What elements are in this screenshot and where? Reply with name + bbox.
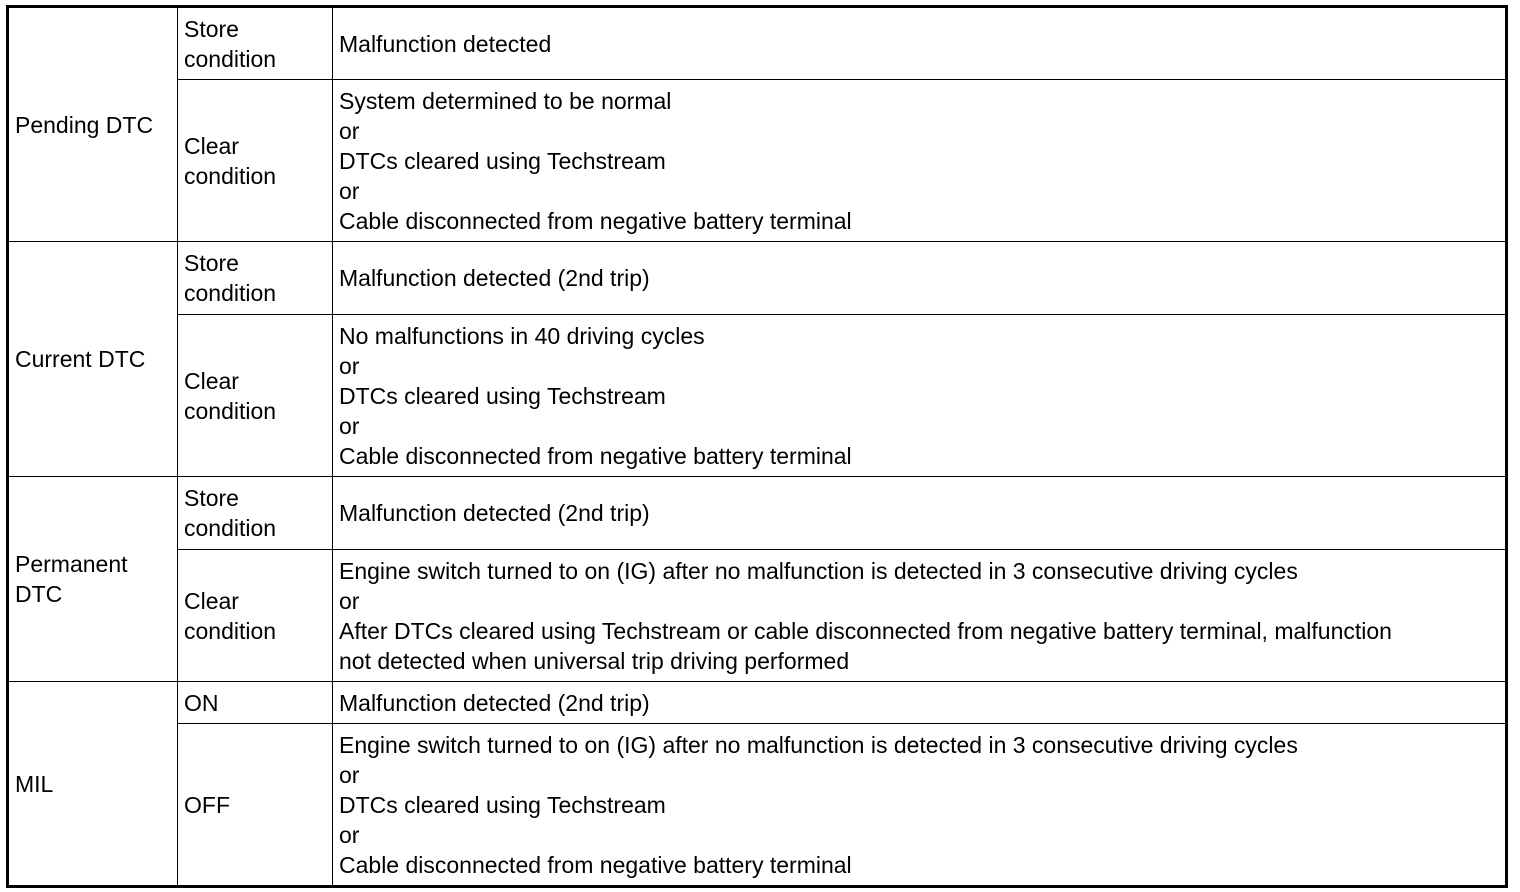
group-name-cell <box>8 7 178 242</box>
table-row <box>8 477 1507 550</box>
group-name: DTC <box>15 581 63 607</box>
condition-label-cell <box>178 242 333 315</box>
condition-value-cell <box>333 315 1507 477</box>
condition-label-cell <box>178 7 333 80</box>
condition-value: DTCs cleared using Techstream <box>339 147 666 174</box>
condition-value: or <box>339 821 360 848</box>
condition-label-cell <box>178 682 333 724</box>
condition-label-cell <box>178 724 333 887</box>
condition-label: ON <box>184 689 219 716</box>
condition-label: Store <box>184 250 239 276</box>
condition-value-cell <box>333 682 1507 724</box>
dtc-condition-table <box>6 5 1508 888</box>
group-name: Current DTC <box>15 346 146 372</box>
condition-label: Clear <box>184 587 239 614</box>
condition-value: DTCs cleared using Techstream <box>339 791 666 818</box>
condition-value: not detected when universal trip driving performed <box>339 647 850 674</box>
condition-value: Malfunction detected (2nd trip) <box>339 265 650 291</box>
condition-label-cell <box>178 550 333 682</box>
group-name-cell <box>8 242 178 477</box>
table-row <box>8 80 1507 242</box>
table-row <box>8 315 1507 477</box>
condition-label: condition <box>184 45 277 72</box>
condition-value: Malfunction detected (2nd trip) <box>339 689 650 716</box>
condition-value: or <box>339 177 360 204</box>
condition-value-cell <box>333 724 1507 887</box>
condition-value-cell <box>333 80 1507 242</box>
condition-label: Clear <box>184 132 239 159</box>
condition-value: or <box>339 587 360 614</box>
condition-label-cell <box>178 477 333 550</box>
table-row <box>8 242 1507 315</box>
condition-value: DTCs cleared using Techstream <box>339 382 666 409</box>
condition-label: condition <box>184 397 277 424</box>
group-name-cell <box>8 477 178 682</box>
condition-value: or <box>339 761 360 788</box>
condition-value: or <box>339 117 360 144</box>
condition-value: Cable disconnected from negative battery terminal <box>339 851 852 878</box>
condition-label: condition <box>184 280 277 306</box>
group-name: MIL <box>15 770 54 797</box>
condition-value-cell <box>333 242 1507 315</box>
condition-value: System determined to be normal <box>339 87 672 114</box>
condition-label: condition <box>184 617 277 644</box>
condition-label: condition <box>184 515 277 541</box>
condition-value-cell <box>333 550 1507 682</box>
condition-value: Engine switch turned to on (IG) after no malfunction is detected in 3 consecutive driving cycles <box>339 557 1298 584</box>
condition-value: Malfunction detected (2nd trip) <box>339 500 650 526</box>
condition-label: Store <box>184 15 239 42</box>
condition-label: Clear <box>184 367 239 394</box>
condition-value: Malfunction detected <box>339 30 552 57</box>
condition-value: or <box>339 352 360 379</box>
condition-value-cell <box>333 7 1507 80</box>
group-name-cell <box>8 682 178 887</box>
condition-value: Cable disconnected from negative battery terminal <box>339 442 852 469</box>
condition-value: Cable disconnected from negative battery terminal <box>339 207 852 234</box>
condition-value: or <box>339 412 360 439</box>
table-row <box>8 724 1507 887</box>
condition-label: condition <box>184 162 277 189</box>
table-row <box>8 7 1507 80</box>
condition-label: Store <box>184 485 239 511</box>
condition-label-cell <box>178 315 333 477</box>
group-name: Pending DTC <box>15 111 154 138</box>
condition-value: After DTCs cleared using Techstream or cable disconnected from negative battery terminal, malfunction <box>339 617 1392 644</box>
condition-value-cell <box>333 477 1507 550</box>
table-row <box>8 550 1507 682</box>
table-row <box>8 682 1507 724</box>
condition-label: OFF <box>184 791 230 818</box>
condition-value: Engine switch turned to on (IG) after no malfunction is detected in 3 consecutive driving cycles <box>339 731 1298 758</box>
condition-label-cell <box>178 80 333 242</box>
condition-value: No malfunctions in 40 driving cycles <box>339 322 705 349</box>
group-name: Permanent <box>15 551 128 577</box>
